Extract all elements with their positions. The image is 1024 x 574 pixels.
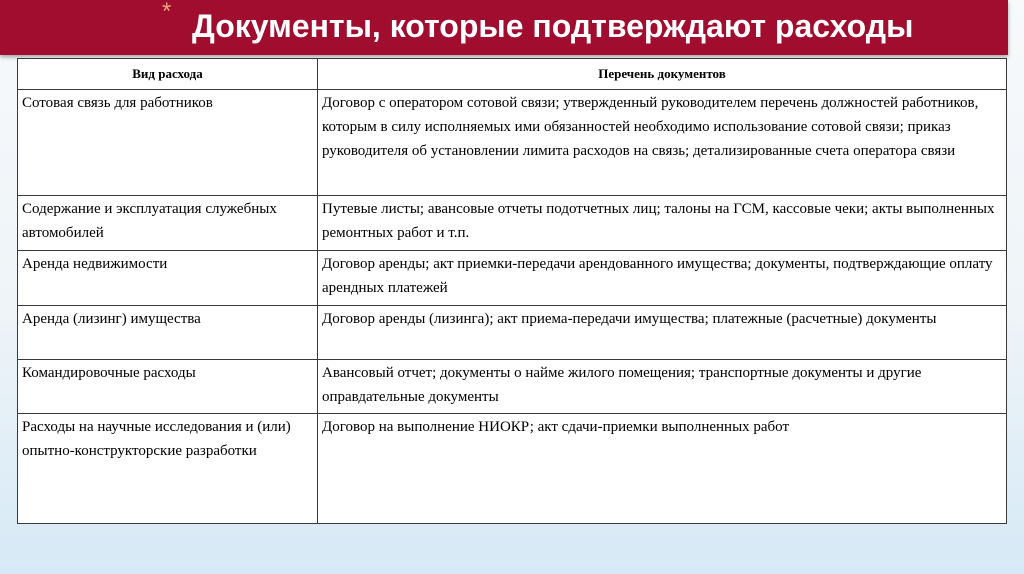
- table-row: [18, 251, 1007, 306]
- table-header-row: [18, 59, 1007, 90]
- documents-cell: Договор с оператором сотовой связи; утвержденный руководителем перечень должностей работников, которым в силу исполняемых ими обязанностей необходимо использование сотовой связи; приказ руководителя об установлении лимита расходов на связь; детализированные счета оператора связи: [318, 90, 1007, 196]
- header-document-list: Перечень документов: [318, 59, 1007, 90]
- documents-cell: Авансовый отчет; документы о найме жилого помещения; транспортные документы и другие оправдательные документы: [318, 360, 1007, 414]
- expense-cell: Содержание и эксплуатация служебных автомобилей: [18, 196, 318, 251]
- documents-cell: Договор на выполнение НИОКР; акт сдачи-приемки выполненных работ: [318, 414, 1007, 524]
- header-expense-type: Вид расхода: [18, 59, 318, 90]
- expense-cell: Командировочные расходы: [18, 360, 318, 414]
- documents-cell: Путевые листы; авансовые отчеты подотчетных лиц; талоны на ГСМ, кассовые чеки; акты выполненных ремонтных работ и т.п.: [318, 196, 1007, 251]
- documents-cell: Договор аренды (лизинга); акт приема-передачи имущества; платежные (расчетные) документы: [318, 306, 1007, 360]
- expense-cell: Аренда (лизинг) имущества: [18, 306, 318, 360]
- expense-cell: Сотовая связь для работников: [18, 90, 318, 196]
- table-row: [18, 306, 1007, 360]
- table-row: [18, 360, 1007, 414]
- expense-cell: Расходы на научные исследования и (или) опытно-конструкторские разработки: [18, 414, 318, 524]
- table-row: [18, 90, 1007, 196]
- title-bar: [0, 0, 1008, 55]
- title-bullet: *: [162, 0, 172, 25]
- documents-cell: Договор аренды; акт приемки-передачи арендованного имущества; документы, подтверждающие оплату арендных платежей: [318, 251, 1007, 306]
- page-title: Документы, которые подтверждают расходы: [192, 8, 914, 44]
- documents-table: [17, 58, 1007, 524]
- table-row: [18, 414, 1007, 524]
- expense-cell: Аренда недвижимости: [18, 251, 318, 306]
- table-row: [18, 196, 1007, 251]
